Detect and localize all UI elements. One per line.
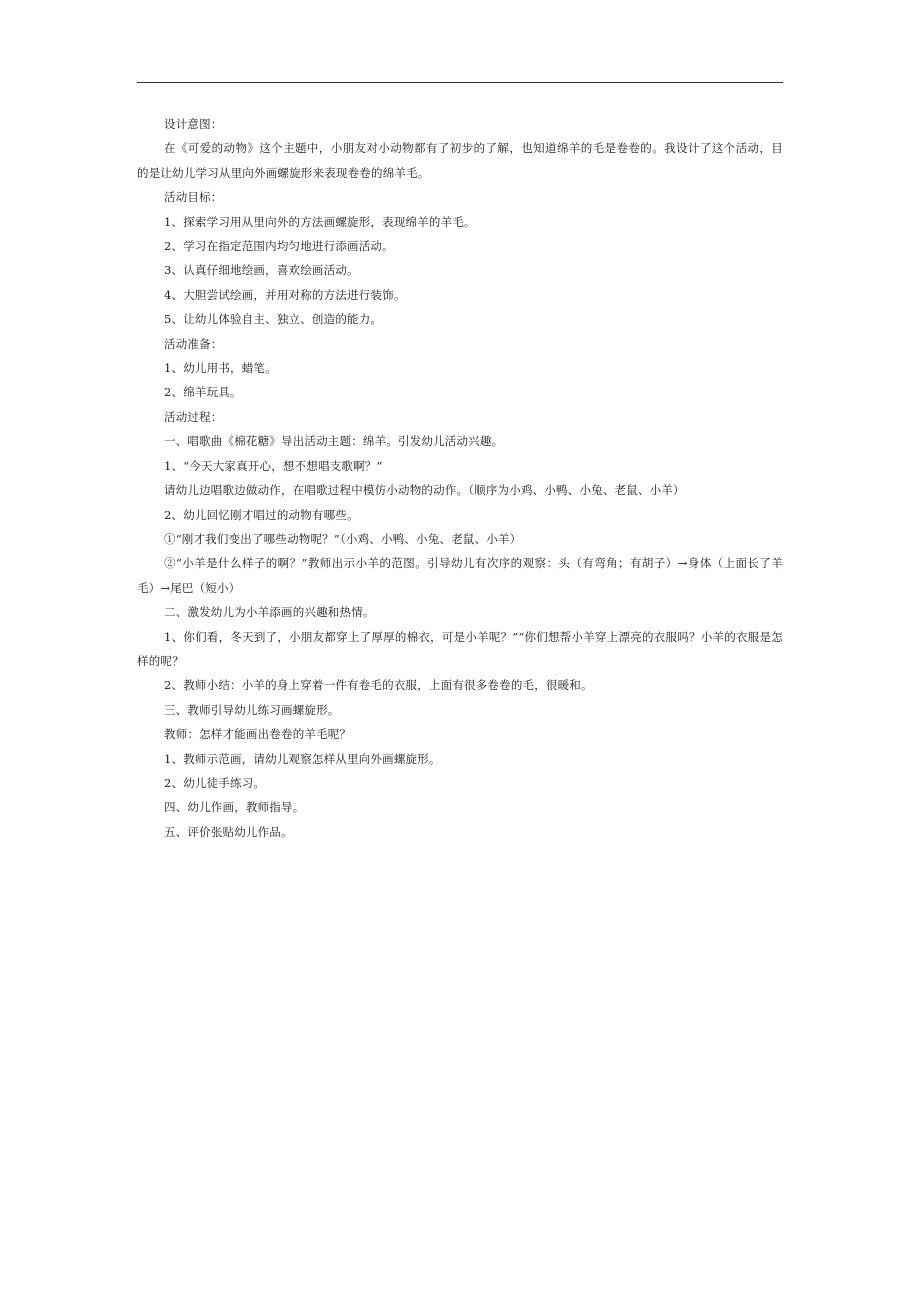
process-step-1-subitem-1: ①“刚才我们变出了哪些动物呢？”（小鸡、小鸭、小兔、老鼠、小羊） bbox=[164, 531, 522, 546]
process-step-3-item-1: 1、教师示范画，请幼儿观察怎样从里向外画螺旋形。 bbox=[164, 751, 441, 766]
document-body bbox=[137, 112, 783, 844]
process-step-2-item-1: 1、你们看，冬天到了，小朋友都穿上了厚厚的棉衣，可是小羊呢？”“你们想帮小羊穿上漂亮的衣服吗？小羊的衣服是怎样的呢？ bbox=[137, 629, 783, 668]
goal-item-1: 1、探索学习用从里向外的方法画螺旋形，表现绵羊的羊毛。 bbox=[164, 214, 476, 229]
process-step-4: 四、幼儿作画，教师指导。 bbox=[164, 800, 305, 815]
goal-item-5: 5、让幼儿体验自主、独立、创造的能力。 bbox=[164, 312, 383, 327]
section-heading-process: 活动过程： bbox=[164, 409, 223, 424]
goal-item-3: 3、认真仔细地绘画，喜欢绘画活动。 bbox=[164, 263, 359, 278]
process-step-5: 五、评价张贴幼儿作品。 bbox=[164, 824, 293, 839]
process-step-1-subitem-2: ②“小羊是什么样子的啊？”教师出示小羊的范图。引导幼儿有次序的观察：头（有弯角；有胡子）→身体（上面长了羊毛）→尾巴（短小） bbox=[137, 556, 783, 595]
section-heading-design-intent: 设计意图： bbox=[164, 117, 223, 131]
process-step-1: 一、唱歌曲《棉花糖》导出活动主题：绵羊。引发幼儿活动兴趣。 bbox=[164, 434, 504, 449]
process-step-3: 三、教师引导幼儿练习画螺旋形。 bbox=[164, 702, 340, 717]
process-step-1-item-2: 2、幼儿回忆刚才唱过的动物有哪些。 bbox=[164, 507, 359, 522]
paragraph-design-intent: 在《可爱的动物》这个主题中，小朋友对小动物都有了初步的了解，也知道绵羊的毛是卷卷的。我设计了这个活动，目的是让幼儿学习从里向外画螺旋形来表现卷卷的绵羊毛。 bbox=[137, 141, 783, 180]
section-heading-preparation: 活动准备： bbox=[164, 336, 223, 351]
goal-item-2: 2、学习在指定范围内均匀地进行添画活动。 bbox=[164, 239, 394, 254]
header-rule bbox=[137, 82, 783, 83]
section-heading-goals: 活动目标： bbox=[164, 190, 223, 205]
process-step-1-item-1: 1、“今天大家真开心，想不想唱支歌啊？” bbox=[164, 458, 383, 473]
preparation-item-2: 2、绵羊玩具。 bbox=[164, 385, 242, 400]
process-step-2: 二、激发幼儿为小羊添画的兴趣和热情。 bbox=[164, 605, 375, 620]
process-step-3-question: 教师：怎样才能画出卷卷的羊毛呢？ bbox=[164, 727, 352, 742]
preparation-item-1: 1、幼儿用书，蜡笔。 bbox=[164, 361, 277, 376]
process-step-3-item-2: 2、幼儿徒手练习。 bbox=[164, 775, 266, 790]
process-step-2-item-2: 2、教师小结：小羊的身上穿着一件有卷毛的衣服，上面有很多卷卷的毛，很暖和。 bbox=[164, 678, 593, 693]
process-step-1-note: 请幼儿边唱歌边做动作，在唱歌过程中模仿小动物的动作。（顺序为小鸡、小鸭、小兔、老鼠、小羊） bbox=[164, 483, 685, 498]
goal-item-4: 4、大胆尝试绘画，并用对称的方法进行装饰。 bbox=[164, 287, 406, 302]
